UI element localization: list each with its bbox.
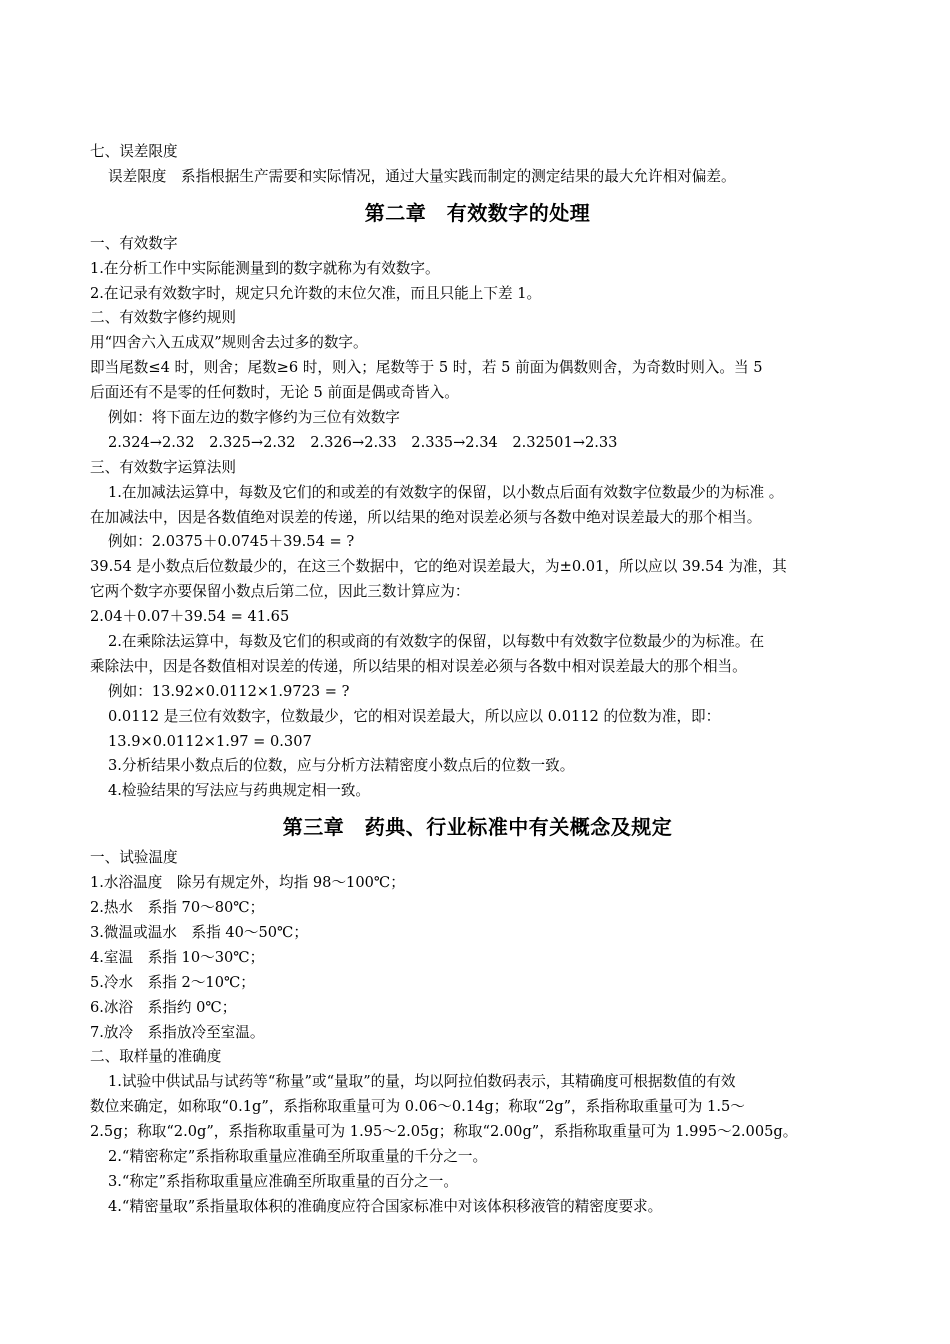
section-heading: 一、有效数字	[90, 234, 178, 252]
section-heading: 二、有效数字修约规则	[90, 309, 236, 327]
paragraph: 4.检验结果的写法应与药典规定相一致。	[108, 782, 371, 800]
list-item: 7.放冷 系指放冷至室温。	[90, 1023, 265, 1041]
list-item: 3.微温或温水 系指 40～50℃；	[90, 923, 308, 941]
section-heading: 七、误差限度	[90, 143, 178, 160]
example-text: 例如：2.0375＋0.0745＋39.54 = ?	[108, 533, 355, 551]
paragraph: 2.“精密称定”系指称取重量应准确至所取重量的千分之一。	[108, 1147, 488, 1165]
paragraph: 在加减法中，因是各数值绝对误差的传递，所以结果的绝对误差必须与各数中绝对误差最大的那个相当。	[90, 508, 762, 526]
list-item: 4.室温 系指 10～30℃；	[90, 948, 265, 966]
example-text: 例如：13.92×0.0112×1.9723 = ?	[108, 682, 350, 700]
paragraph: 数位来确定，如称取“0.1g”，系指称取重量可为 0.06～0.14g；称取“2g”，系指称取重量可为 1.5～	[90, 1098, 745, 1116]
example-formula: 2.324→2.32 2.325→2.32 2.326→2.33 2.335→2.34 2.32501→2.33	[108, 433, 618, 451]
paragraph: 1.试验中供试品与试药等“称量”或“量取”的量，均以阿拉伯数码表示，其精确度可根据数值的有效	[108, 1073, 736, 1091]
paragraph: 3.分析结果小数点后的位数，应与分析方法精密度小数点后的位数一致。	[108, 757, 575, 775]
paragraph: 1.在加减法运算中，每数及它们的和或差的有效数字的保留，以小数点后面有效数字位数最少的为标准 。	[108, 483, 784, 501]
paragraph: 1.在分析工作中实际能测量到的数字就称为有效数字。	[90, 259, 440, 277]
chapter-title: 第三章 药典、行业标准中有关概念及规定	[282, 815, 673, 840]
section-heading: 一、试验温度	[90, 849, 178, 867]
list-item: 1.水浴温度 除另有规定外，均指 98～100℃；	[90, 874, 405, 892]
section-heading: 二、取样量的准确度	[90, 1048, 222, 1066]
document-page	[90, 140, 865, 1220]
paragraph: 即当尾数≤4 时，则舍；尾数≥6 时，则入；尾数等于 5 时，若 5 前面为偶数则舍，为奇数时则入。当 5	[90, 359, 763, 377]
paragraph: 乘除法中，因是各数值相对误差的传递，所以结果的相对误差必须与各数中相对误差最大的那个相当。	[90, 657, 747, 675]
example-formula: 13.9×0.0112×1.97 = 0.307	[108, 732, 312, 750]
list-item: 5.冷水 系指 2～10℃；	[90, 973, 255, 991]
paragraph: 4.“精密量取”系指量取体积的准确度应符合国家标准中对该体积移液管的精密度要求。	[108, 1197, 663, 1215]
example-formula: 2.04＋0.07＋39.54 = 41.65	[90, 608, 290, 626]
paragraph: 0.0112 是三位有效数字，位数最少，它的相对误差最大，所以应以 0.0112 的位数为准，即：	[108, 707, 721, 725]
paragraph: 它两个数字亦要保留小数点后第二位，因此三数计算应为：	[90, 583, 470, 601]
paragraph: 用“四舍六入五成双”规则舍去过多的数字。	[90, 334, 368, 352]
list-item: 2.热水 系指 70～80℃；	[90, 899, 265, 917]
list-item: 6.冰浴 系指约 0℃；	[90, 998, 237, 1016]
example-text: 例如：将下面左边的数字修约为三位有效数字	[108, 409, 400, 427]
paragraph: 3.“称定”系指称取重量应准确至所取重量的百分之一。	[108, 1172, 458, 1190]
section-heading: 三、有效数字运算法则	[90, 458, 236, 476]
paragraph: 2.在记录有效数字时，规定只允许数的末位欠准，而且只能上下差 1。	[90, 284, 542, 302]
paragraph: 误差限度 系指根据生产需要和实际情况，通过大量实践而制定的测定结果的最大允许相对偏差。	[108, 167, 736, 185]
paragraph: 后面还有不是零的任何数时，无论 5 前面是偶或奇皆入。	[90, 384, 459, 402]
paragraph: 2.5g；称取“2.0g”，系指称取重量可为 1.95～2.05g；称取“2.00g”，系指称取重量可为 1.995～2.005g。	[90, 1123, 798, 1141]
paragraph: 39.54 是小数点后位数最少的，在这三个数据中，它的绝对误差最大，为±0.01，所以应以 39.54 为准，其	[90, 558, 787, 576]
paragraph: 2.在乘除法运算中，每数及它们的积或商的有效数字的保留，以每数中有效数字位数最少的为标准。在	[108, 633, 765, 651]
chapter-title: 第二章 有效数字的处理	[364, 200, 591, 225]
